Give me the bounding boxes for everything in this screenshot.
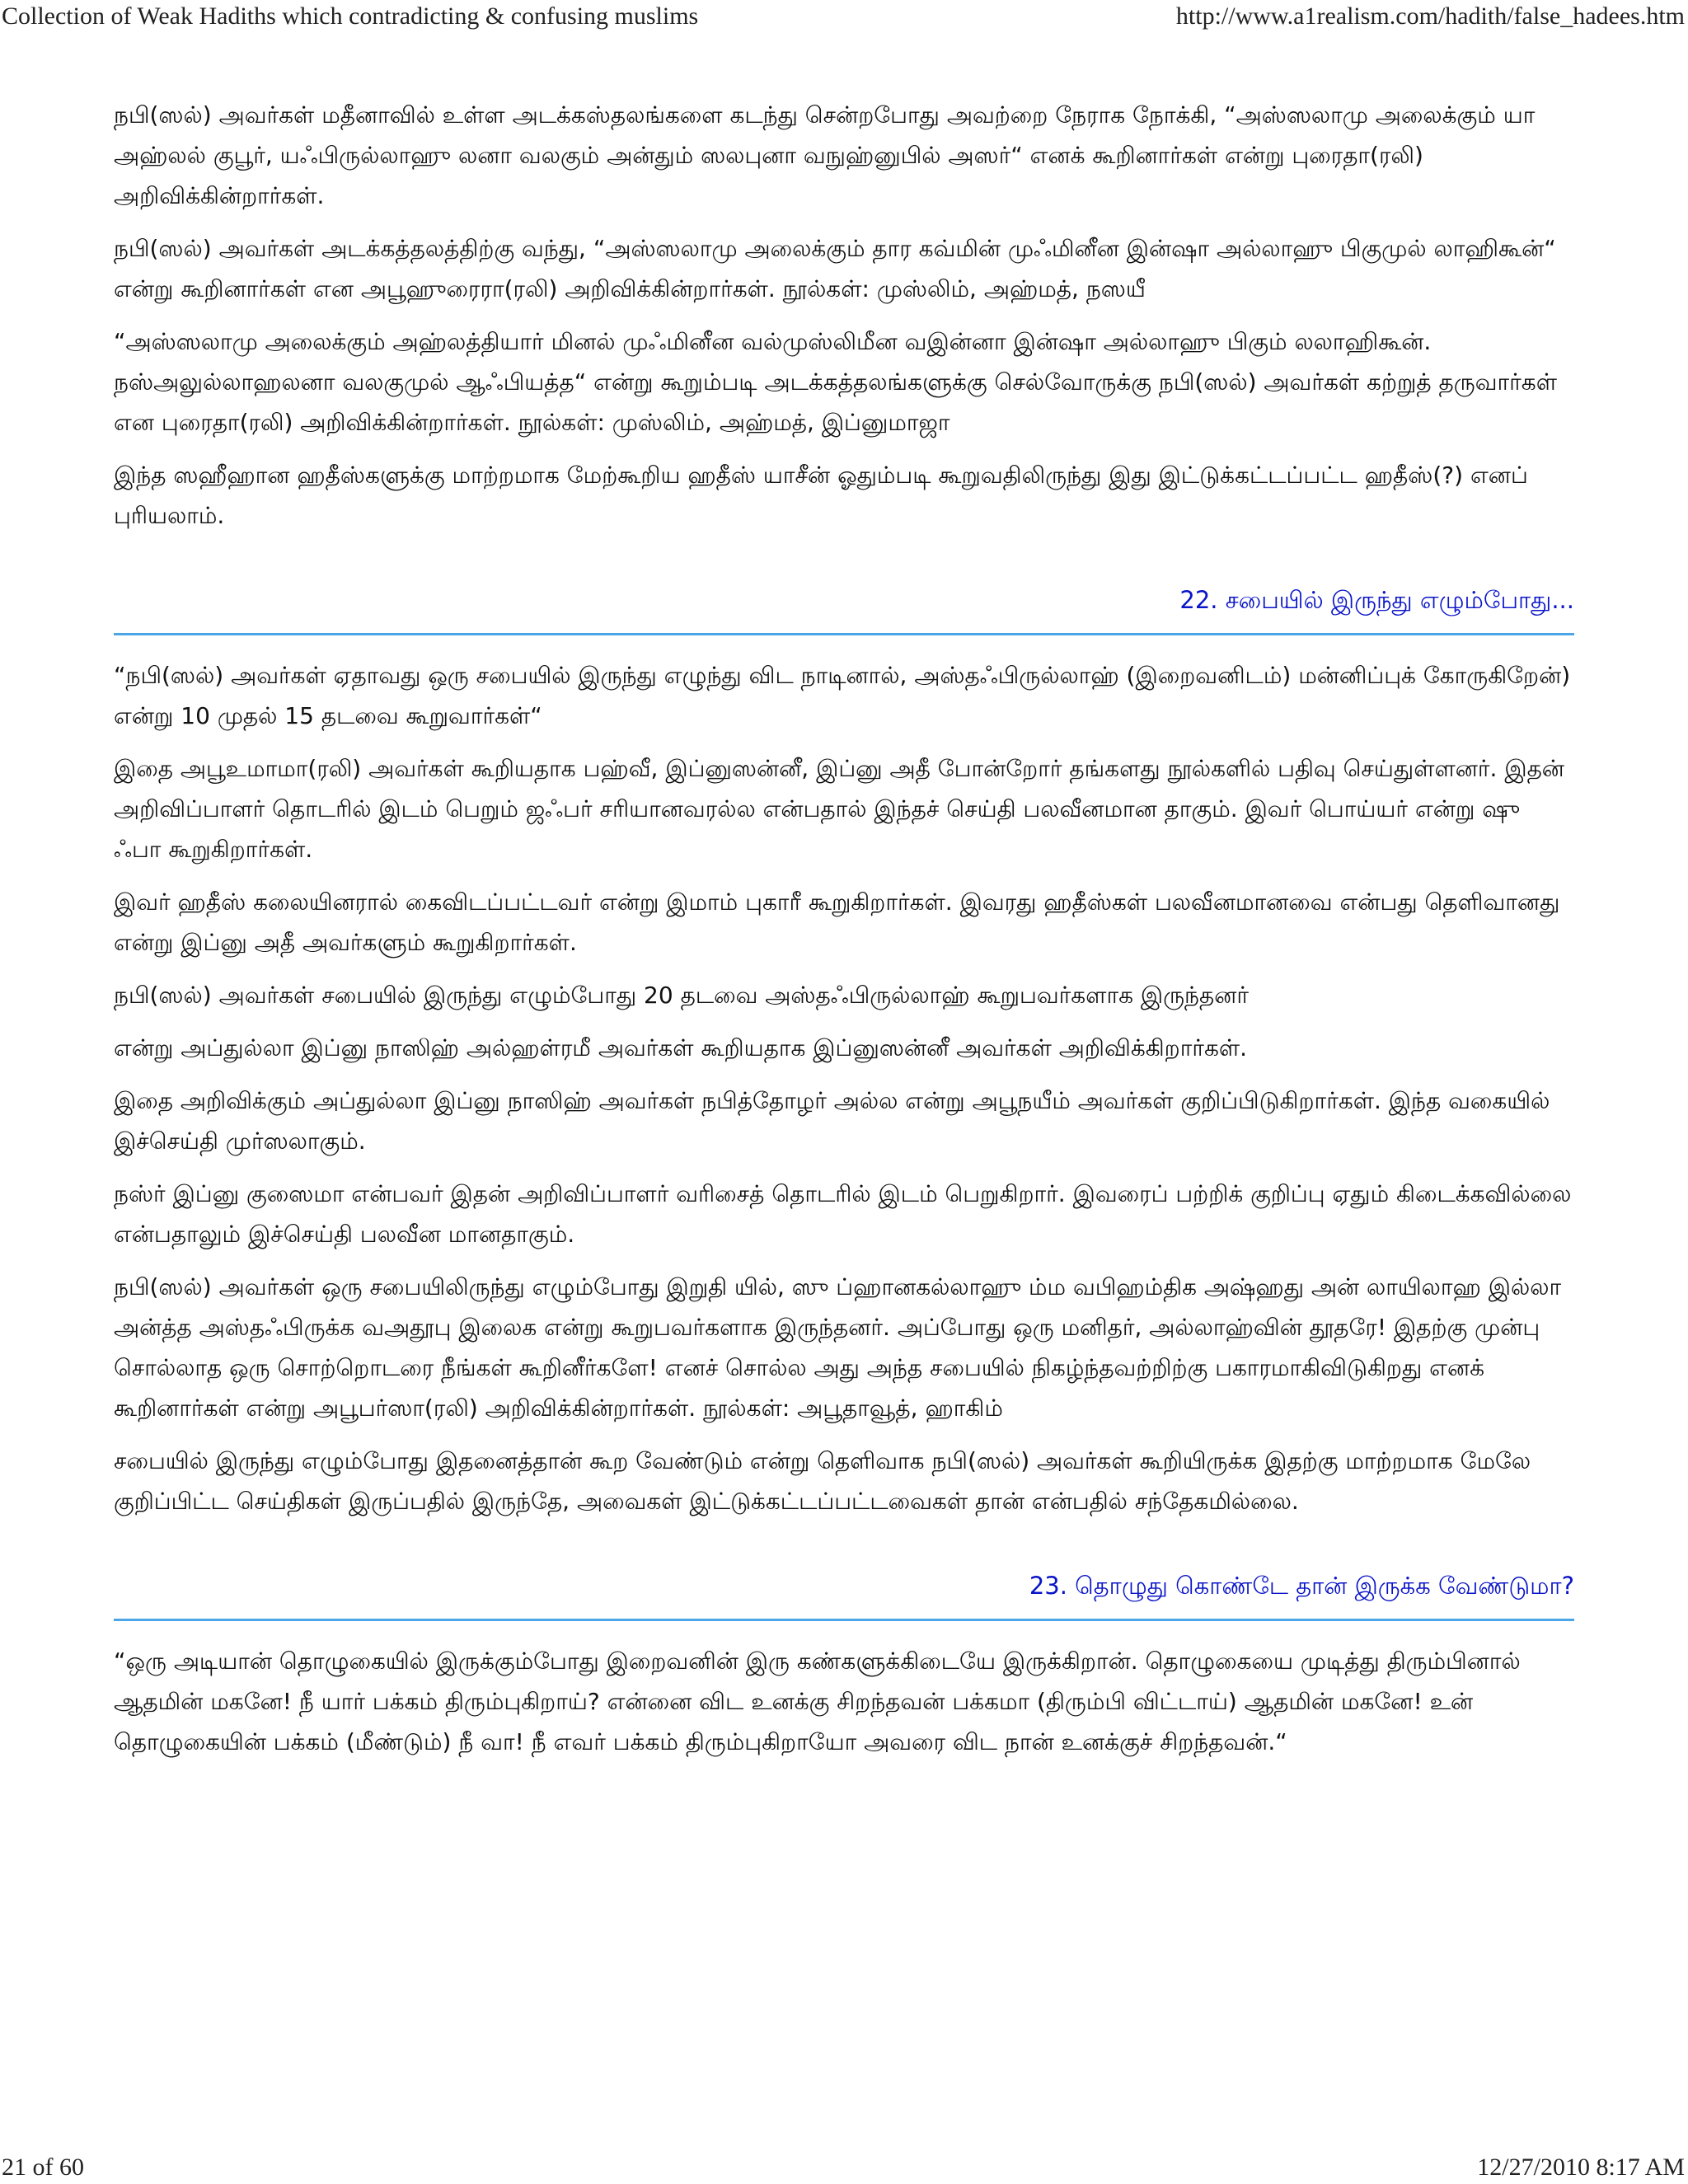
- paragraph: என்று அப்துல்லா இப்னு நாஸிஹ் அல்ஹள்ரமீ அவர்கள் கூறியதாக இப்னுஸன்னீ அவர்கள் அறிவிக்கிறார்கள்.: [114, 1034, 1248, 1062]
- paragraph: “ஒரு அடியான் தொழுகையில் இருக்கும்போது இறைவனின் இரு கண்களுக்கிடையே இருக்கிறான். தொழுகையை முடித்து திரும்பினால் ஆதமின் மகனே! நீ யார் பக்கம் திரும்புகிறாய்? என்னை விட உனக்கு சிறந்தவன் பக்கமா (திரும்பி விட்டாய்) ஆதமின் மகனே! உன் தொழுகையின் பக்கம் (மீண்டும்) நீ வா! நீ எவர் பக்கம் திரும்புகிறாயோ அவரை விட நான் உனக்குச் சிறந்தவன்.“: [114, 1647, 1521, 1755]
- paragraph: இந்த ஸஹீஹான ஹதீஸ்களுக்கு மாற்றமாக மேற்கூறிய ஹதீஸ் யாசீன் ஓதும்படி கூறுவதிலிருந்து இது இட்டுக்கட்டப்பட்ட ஹதீஸ்(?) எனப் புரியலாம்.: [114, 462, 1528, 529]
- page-number: 21 of 60: [2, 2154, 84, 2181]
- paragraph: “நபி(ஸல்) அவர்கள் ஏதாவது ஒரு சபையில் இருந்து எழுந்து விட நாடினால், அஸ்தஃபிருல்லாஹ் (இறைவனிடம்) மன்னிப்புக் கோருகிறேன்) என்று 10 முதல் 15 தடவை கூறுவார்கள்“: [114, 662, 1571, 729]
- paragraph: “அஸ்ஸலாமு அலைக்கும் அஹ்லத்தியார் மினல் முஃமினீன வல்முஸ்லிமீன வஇன்னா இன்ஷா அல்லாஹு பிகும் லலாஹிகூன். நஸ்அலுல்லாஹலனா வலகுமுல் ஆஃபியத்த“ என்று கூறும்படி அடக்கத்தலங்களுக்கு செல்வோருக்கு நபி(ஸல்) அவர்கள் கற்றுத் தருவார்கள் என புரைதா(ரலி) அறிவிக்கின்றார்கள். நூல்கள்: முஸ்லிம், அஹ்மத், இப்னுமாஜா: [114, 328, 1557, 436]
- paragraph: இவர் ஹதீஸ் கலையினரால் கைவிடப்பட்டவர் என்று இமாம் புகாரீ கூறுகிறார்கள். இவரது ஹதீஸ்கள் பலவீனமானவை என்பது தெளிவானது என்று இப்னு அதீ அவர்களும் கூறுகிறார்கள்.: [114, 888, 1560, 956]
- paragraph: நபி(ஸல்) அவர்கள் மதீனாவில் உள்ள அடக்கஸ்தலங்களை கடந்து சென்றபோது அவற்றை நேராக நோக்கி, “அஸ்ஸலாமு அலைக்கும் யா அஹ்லல் குபூர், யஃபிருல்லாஹு லனா வலகும் அன்தும் ஸலபுனா வநுஹ்னுபில் அஸர்“ எனக் கூறினார்கள் என்று புரைதா(ரலி) அறிவிக்கின்றார்கள்.: [114, 101, 1536, 209]
- paragraph: நபி(ஸல்) அவர்கள் சபையில் இருந்து எழும்போது 20 தடவை அஸ்தஃபிருல்லாஹ் கூறுபவர்களாக இருந்தனர்: [114, 982, 1250, 1009]
- paragraph: நபி(ஸல்) அவர்கள் ஒரு சபையிலிருந்து எழும்போது இறுதி யில், ஸு ப்ஹானகல்லாஹு ம்ம வபிஹம்திக அஷ்ஹது அன் லாயிலாஹ இல்லா அன்த்த அஸ்தஃபிருக்க வஅதூபு இலைக என்று கூறுபவர்களாக இருந்தனர். அப்போது ஒரு மனிதர், அல்லாஹ்வின் தூதரே! இதற்கு முன்பு சொல்லாத ஒரு சொற்றொடரை நீங்கள் கூறினீர்களே! எனச் சொல்ல அது அந்த சபையில் நிகழ்ந்தவற்றிற்கு பகாரமாகிவிடுகிறது எனக் கூறினார்கள் என்று அபூபர்ஸா(ரலி) அறிவிக்கின்றார்கள். நூல்கள்: அபூதாவூத், ஹாகிம்: [114, 1273, 1562, 1422]
- paragraph: இதை அபூஉமாமா(ரலி) அவர்கள் கூறியதாக பஹ்வீ, இப்னுஸன்னீ, இப்னு அதீ போன்றோர் தங்களது நூல்களில் பதிவு செய்துள்ளனர். இதன் அறிவிப்பாளர் தொடரில் இடம் பெறும் ஜஃபர் சரியானவரல்ல என்பதால் இந்தச் செய்தி பலவீனமான தாகும். இவர் பொய்யர் என்று ஷு ஃபா கூறுகிறார்கள்.: [114, 755, 1564, 863]
- document-url: http://www.a1realism.com/hadith/false_hadees.htm: [1175, 2, 1685, 30]
- paragraph: நபி(ஸல்) அவர்கள் அடக்கத்தலத்திற்கு வந்து, “அஸ்ஸலாமு அலைக்கும் தார கவ்மின் முஃமினீன இன்ஷா அல்லாஹு பிகுமுல் லாஹிகூன்“ என்று கூறினார்கள் என அபூஹுரைரா(ரலி) அறிவிக்கின்றார்கள். நூல்கள்: முஸ்லிம், அஹ்மத், நஸயீ: [114, 235, 1556, 302]
- article-body: [114, 95, 1574, 1774]
- print-header: [0, 0, 1688, 33]
- paragraph: சபையில் இருந்து எழும்போது இதனைத்தான் கூற வேண்டும் என்று தெளிவாக நபி(ஸல்) அவர்கள் கூறியிருக்க இதற்கு மாற்றமாக மேலே குறிப்பிட்ட செய்திகள் இருப்பதில் இருந்தே, அவைகள் இட்டுக்கட்டப்பட்டவைகள் தான் என்பதில் சந்தேகமில்லை.: [114, 1447, 1531, 1515]
- print-timestamp: 12/27/2010 8:17 AM: [1477, 2154, 1685, 2181]
- paragraph: இதை அறிவிக்கும் அப்துல்லா இப்னு நாஸிஹ் அவர்கள் நபித்தோழர் அல்ல என்று அபூநயீம் அவர்கள் குறிப்பிடுகிறார்கள். இந்த வகையில் இச்செய்தி முர்ஸலாகும்.: [114, 1087, 1550, 1155]
- paragraph: நஸ்ர் இப்னு குஸைமா என்பவர் இதன் அறிவிப்பாளர் வரிசைத் தொடரில் இடம் பெறுகிறார். இவரைப் பற்றிக் குறிப்பு ஏதும் கிடைக்கவில்லை என்பதாலும் இச்செய்தி பலவீன மானதாகும்.: [114, 1180, 1572, 1248]
- section-heading-23: 23. தொழுது கொண்டே தான் இருக்க வேண்டுமா?: [114, 1569, 1574, 1621]
- print-footer: [0, 2151, 1688, 2184]
- section-heading-22: 22. சபையில் இருந்து எழும்போது...: [114, 583, 1574, 635]
- document-title: Collection of Weak Hadiths which contradicting & confusing muslims: [2, 2, 699, 30]
